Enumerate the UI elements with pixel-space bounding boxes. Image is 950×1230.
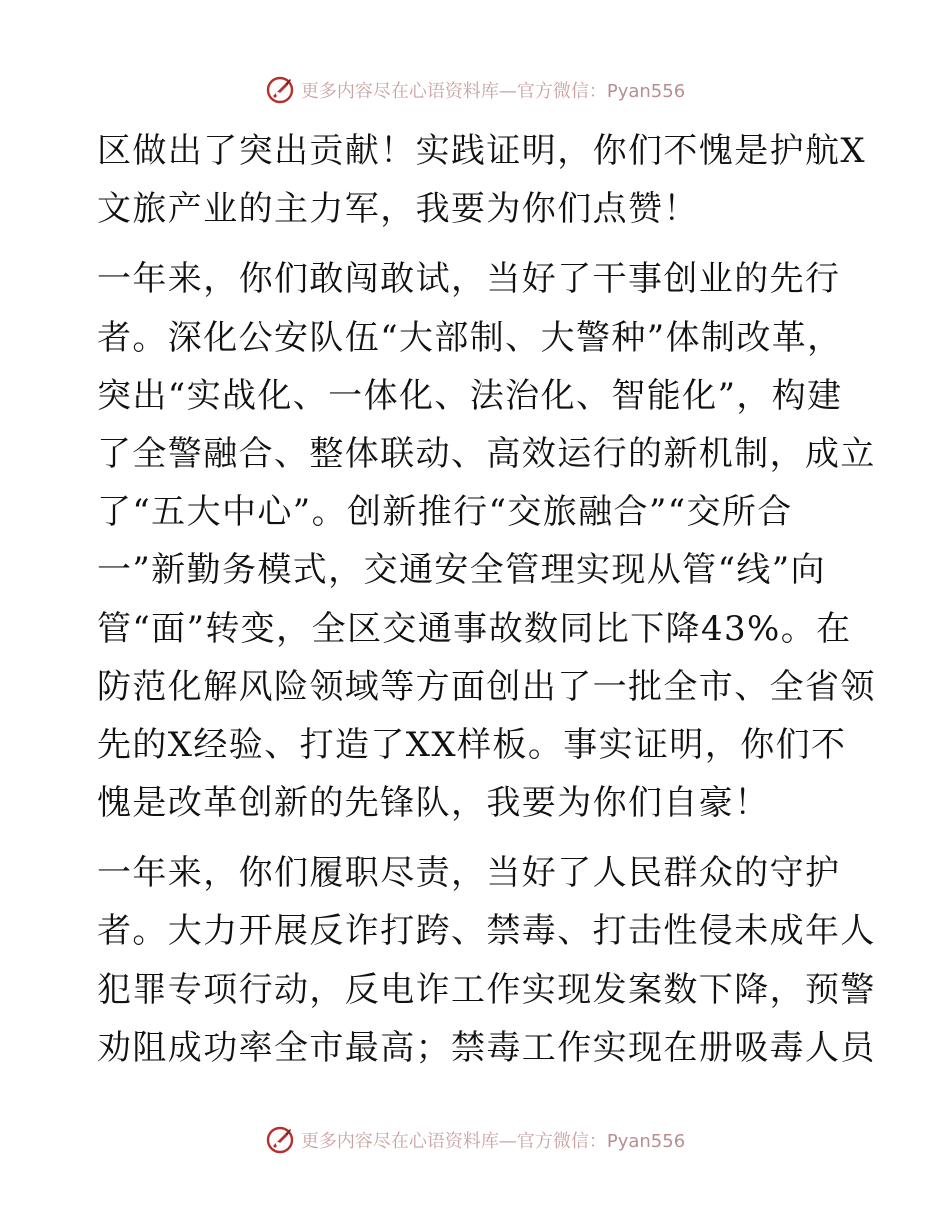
text-line: 愧是改革创新的先锋队，我要为你们自豪！ [97,783,770,824]
text-line: 一”新勤务模式，交通安全管理实现从管“线”向 [97,550,826,591]
header-banner-label: 更多内容尽在心语资料库—官方微信： [300,81,607,102]
text-line: 一年来，你们敢闯敢试，当好了干事创业的先行 [97,259,841,300]
text-line: 区做出了突出贡献！实践证明，你们不愧是护航X [97,131,867,171]
quill-logo-icon [265,1125,295,1155]
paragraph-3 [97,844,876,1077]
header-wechat-id: Pyan556 [606,81,686,102]
text-line: 了全警融合、整体联动、高效运行的新机制，成立 [97,433,876,474]
footer-wechat-id: Pyan556 [606,1131,686,1152]
header-banner-text [301,77,685,103]
text-line: 劝阻成功率全市最高；禁毒工作实现在册吸毒人员 [97,1027,876,1068]
footer-banner-label: 更多内容尽在心语资料库—官方微信： [300,1131,607,1152]
text-line: 一年来，你们履职尽责，当好了人民群众的守护 [97,853,841,894]
text-line: 者。深化公安队伍“大部制、大警种”体制改革， [97,317,843,358]
text-line: 了“五大中心”。创新推行“交旅融合”“交所合 [97,492,793,533]
text-line: 防范化解风险领域等方面创出了一批全市、全省领 [97,666,876,707]
footer-banner [0,1120,950,1160]
text-line: 犯罪专项行动，反电诈工作实现发案数下降，预警 [97,969,876,1010]
document-body [97,122,876,1077]
header-banner [0,70,950,110]
text-line: 管“面”转变，全区交通事故数同比下降43%。在 [97,608,852,649]
text-line: 文旅产业的主力军，我要为你们点赞！ [97,189,699,230]
paragraph-2 [97,250,876,832]
text-line: 先的X经验、打造了XX样板。事实证明，你们不 [97,724,847,765]
text-line: 者。大力开展反诈打跨、禁毒、打击性侵未成年人 [97,911,876,952]
footer-banner-text [301,1127,685,1153]
quill-logo-icon [265,75,295,105]
text-line: 突出“实战化、一体化、法治化、智能化”，构建 [97,375,843,416]
paragraph-1 [97,122,867,238]
